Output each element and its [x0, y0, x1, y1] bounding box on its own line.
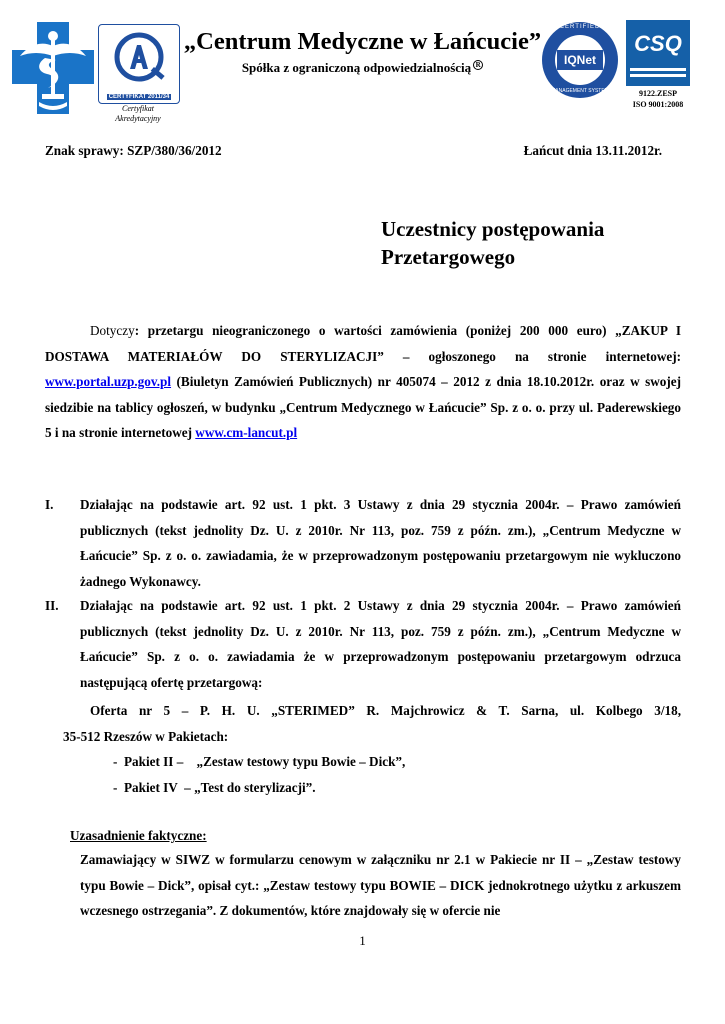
- intro-text-1: : przetargu nieograniczonego o wartości zamówienia (poniżej 200 000 euro) „ZAKUP I DOSTAWA MATERIAŁÓW DO STERYLIZACJI” – ogłoszonego na stronie internetowej:: [45, 323, 681, 364]
- cert-caption-line-2: Akredytacyjny: [115, 114, 161, 123]
- section-number-1: I.: [45, 497, 54, 512]
- company-title: „Centrum Medyczne w Łańcucie”: [183, 28, 542, 55]
- intro-label: Dotyczy: [90, 323, 135, 338]
- uzp-portal-link[interactable]: www.portal.uzp.gov.pl: [45, 374, 172, 389]
- iqnet-text: IQNet: [563, 53, 596, 67]
- offer-line-1: Oferta nr 5 – P. H. U. „STERIMED” R. Majchrowicz & T. Sarna, ul. Kolbego 3/18,: [90, 703, 681, 718]
- cert-badge-text: CERTYFIKAT 2011/34: [108, 94, 170, 100]
- accreditation-certificate-logo: [98, 24, 180, 104]
- company-subtitle-text: Spółka z ograniczoną odpowiedzialnością: [241, 60, 472, 75]
- intro-text-2: (Biuletyn Zamówień Publicznych) nr 405074 – 2012 z dnia 18.10.2012r. oraz w swojej siedzibie na tablicy ogłoszeń, w budynku „Centrum Medycznego w Łańcucie” Sp. z o. o. przy ul. Paderewskiego 5 i na stronie internetowej: [45, 374, 681, 440]
- cert-caption: [98, 104, 178, 124]
- csq-stripes-2: [630, 74, 686, 77]
- cert-caption-line-1: Certyfikat: [122, 104, 154, 113]
- case-number: Znak sprawy: SZP/380/36/2012: [45, 143, 222, 158]
- registered-mark-icon: R: [473, 60, 483, 70]
- recipients-line-2: Przetargowego: [381, 245, 516, 269]
- csq-logo-text: CSQ: [634, 31, 682, 56]
- offer-item-2: - Pakiet IV – „Test do sterylizacji”.: [113, 779, 316, 795]
- justification-text: Zamawiający w SIWZ w formularzu cenowym w załączniku nr 2.1 w Pakiecie nr II – „Zestaw testowy typu Bowie – Dick”, opisał cyt.: „Zestaw testowy typu BOWIE – DICK jednokrotnego użytku z arkuszem wczesnego ostrzegania”. Z dokumentów, które znajdowały się w ofercie nie: [80, 852, 681, 918]
- iqnet-logo: [540, 20, 620, 100]
- hospital-cross-logo: [12, 22, 94, 114]
- iso-codes: [618, 88, 698, 110]
- section-text-2: Działając na podstawie art. 92 ust. 1 pkt. 2 Ustawy z dnia 29 stycznia 2004r. – Prawo zamówień publicznych (tekst jednolity Dz. U. z 2010r. Nr 113, poz. 759 z późn. zm.), „Centrum Medyczne w Łańcucie” Sp. z o. o. zawiadamia że w przeprowadzonym postępowaniu przetargowym odrzuca następującą ofertę przetargową:: [80, 598, 681, 690]
- offer-line-2: 35-512 Rzeszów w Pakietach:: [63, 728, 229, 744]
- iso-code-2: ISO 9001:2008: [632, 100, 684, 109]
- csq-stripes: [630, 68, 686, 71]
- csq-logo: [626, 20, 690, 86]
- offer-item-1: - Pakiet II – „Zestaw testowy typu Bowie – Dick”,: [113, 754, 406, 769]
- offer-block: [63, 698, 681, 800]
- recipients: [381, 215, 604, 271]
- iqnet-ring-bottom: MANAGEMENT SYSTEM: [551, 88, 609, 94]
- iqnet-ring-top: CERTIFIED: [559, 24, 601, 30]
- recipients-line-1: Uczestnicy postępowania: [381, 217, 605, 241]
- section-text-1: Działając na podstawie art. 92 ust. 1 pkt. 3 Ustawy z dnia 29 stycznia 2004r. – Prawo zamówień publicznych (tekst jednolity Dz. U. z 2010r. Nr 113, poz. 759 z późn. zm.), „Centrum Medyczne w Łańcucie” Sp. z o. o. zawiadamia, że w przeprowadzonym postępowaniu przetargowym nie wykluczono żadnego Wykonawcy.: [80, 497, 681, 589]
- cm-lancut-link[interactable]: www.cm-lancut.pl: [195, 425, 298, 440]
- iso-code-1: 9122.ZESP: [638, 89, 677, 98]
- justification-heading: Uzasadnienie faktyczne:: [70, 828, 207, 843]
- place-date: Łańcut dnia 13.11.2012r.: [523, 143, 662, 158]
- company-subtitle: [180, 60, 545, 76]
- page-number: 1: [359, 933, 366, 948]
- section-number-2: II.: [45, 598, 59, 613]
- intro-paragraph: [45, 318, 681, 446]
